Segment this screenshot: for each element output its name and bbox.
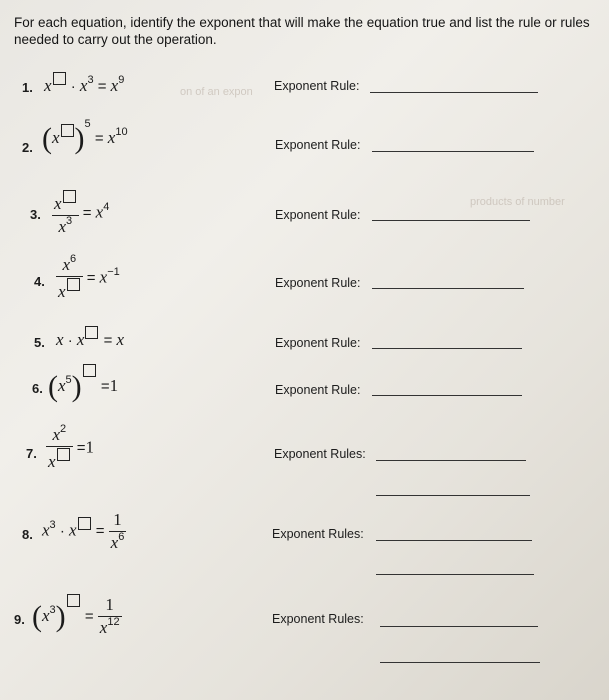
exponent-rule-label: Exponent Rule:: [274, 79, 360, 93]
bleed-through-text: products of number: [470, 196, 565, 208]
exponent-rule-label: Exponent Rule:: [275, 383, 361, 397]
bleed-through-text: on of an expon: [180, 86, 253, 98]
exponent-rules-label: Exponent Rules:: [272, 527, 364, 541]
exponent-answer-box[interactable]: [78, 517, 91, 530]
equation-9: $(x^3)$ = $\frac{1}{x^{12}}$: [32, 595, 120, 638]
equation-6: $(x^5) =1$: [48, 364, 118, 400]
answer-line[interactable]: [380, 662, 540, 663]
answer-line[interactable]: [372, 151, 534, 152]
exponent-rule-label: Exponent Rule:: [275, 208, 361, 222]
equation-8: $x^3 \cdot x$ = $\frac{1}{x^6}$: [42, 510, 125, 552]
exponent-rules-label: Exponent Rules:: [274, 447, 366, 461]
exponent-rule-label: Exponent Rule:: [275, 336, 361, 350]
problem-number: 8.: [22, 527, 33, 542]
exponent-answer-box[interactable]: [85, 326, 98, 339]
exponent-answer-box[interactable]: [61, 124, 74, 137]
problem-number: 7.: [26, 446, 37, 461]
equation-2: (x )$^5 = x^{10}$: [42, 118, 128, 155]
exponent-answer-box[interactable]: [57, 448, 70, 461]
problem-number: 1.: [22, 80, 33, 95]
problem-number: 2.: [22, 140, 33, 155]
instructions-text: For each equation, identify the exponent that will make the equation true and list the rule or rules needed to carry out the operation.: [14, 15, 590, 47]
problem-number: 3.: [30, 207, 41, 222]
answer-line[interactable]: [370, 92, 538, 93]
answer-line[interactable]: [376, 495, 530, 496]
answer-line[interactable]: [372, 220, 530, 221]
equation-3: $\frac{x}{x^3}$ = $x^4$: [52, 190, 109, 237]
answer-line[interactable]: [372, 348, 522, 349]
equation-4: $\frac{x^6}{x}$ = $x^{-1}$: [58, 253, 120, 301]
answer-line[interactable]: [376, 574, 534, 575]
answer-line[interactable]: [380, 626, 538, 627]
exponent-answer-box[interactable]: [67, 594, 80, 607]
answer-line[interactable]: [376, 460, 526, 461]
exponent-rule-label: Exponent Rule:: [275, 138, 361, 152]
problem-number: 4.: [34, 274, 45, 289]
equation-1: $x \cdot x^3 = x^9$: [44, 74, 125, 95]
exponent-answer-box[interactable]: [53, 72, 66, 85]
exponent-answer-box[interactable]: [63, 190, 76, 203]
exponent-answer-box[interactable]: [67, 278, 80, 291]
exponent-rule-label: Exponent Rule:: [275, 276, 361, 290]
problem-number: 5.: [34, 335, 45, 350]
answer-line[interactable]: [372, 395, 522, 396]
answer-line[interactable]: [376, 540, 532, 541]
problem-number: 6.: [32, 381, 43, 396]
exponent-answer-box[interactable]: [83, 364, 96, 377]
equation-7: $\frac{x^2}{x}$ =1: [48, 423, 94, 471]
answer-line[interactable]: [372, 288, 524, 289]
exponent-rules-label: Exponent Rules:: [272, 612, 364, 626]
equation-5: x · x = x: [56, 326, 124, 350]
problem-number: 9.: [14, 612, 25, 627]
